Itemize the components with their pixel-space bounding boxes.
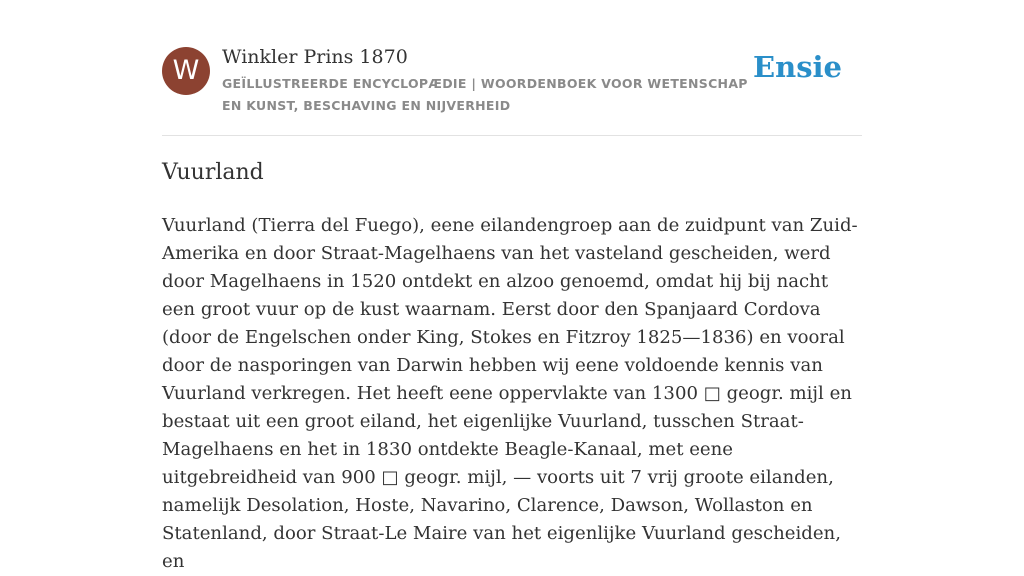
entry-body: Vuurland (Tierra del Fuego), eene eilandengroep aan de zuidpunt van Zuid-Amerika en door Straat-Magelhaens van het vasteland gescheiden, werd door Magelhaens in 1520 ontdekt en alzoo genoemd, omdat hij bij nacht een groot vuur op de kust waarnam. Eerst door den Spanjaard Cordova (door de Engelschen onder King, Stokes en Fitzroy 1825—1836) en vooral door de nasporingen van Darwin hebben wij eene voldoende kennis van Vuurland verkregen. Het heeft eene oppervlakte van 1300 □ geogr. mijl en bestaat uit een groot eiland, het eigenlijke Vuurland, tusschen Straat-Magelhaens en het in 1830 ontdekte Beagle-Kanaal, met eene uitgebreidheid van 900 □ geogr. mijl, — voorts uit 7 vrij groote eilanden, namelijk Desolation, Hoste, Navarino, Clarence, Dawson, Wollaston en Statenland, door Straat-Le Maire van het eigenlijke Vuurland gescheiden, en <box>162 215 858 572</box>
source-subtitle: GEÏLLUSTREERDE ENCYCLOPÆDIE | WOORDENBOEK VOOR WETENSCHAP EN KUNST, BESCHAVING EN NIJVERHEID <box>222 76 748 113</box>
header-divider <box>162 135 862 136</box>
entry-title: Vuurland <box>162 160 264 185</box>
source-header <box>162 46 862 136</box>
ensie-logo-link[interactable]: Ensie <box>753 50 842 84</box>
source-title[interactable]: Winkler Prins 1870 <box>222 46 408 68</box>
source-avatar[interactable]: W <box>162 47 210 95</box>
